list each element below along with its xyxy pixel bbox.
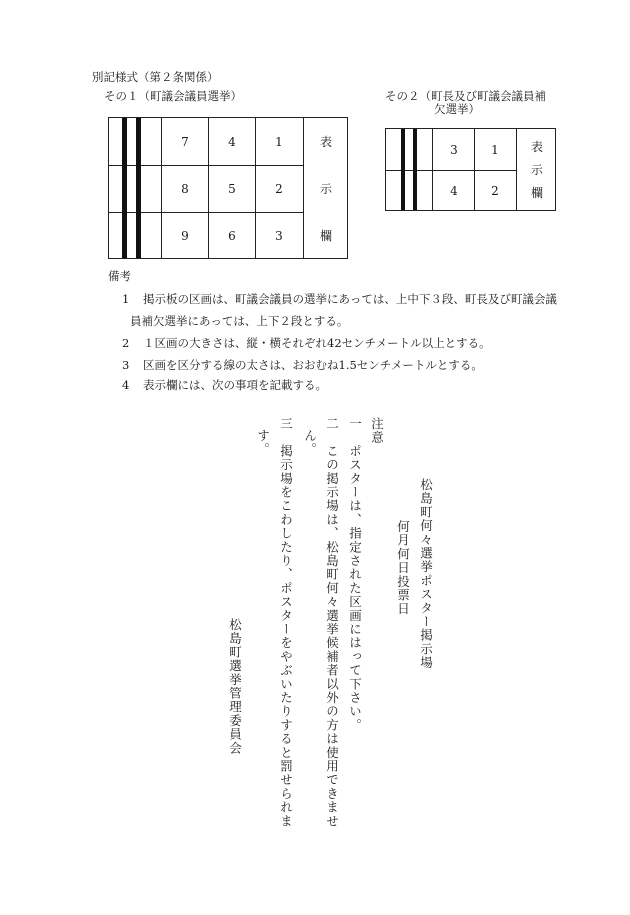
notice-item-3-continued: す。: [255, 429, 271, 457]
board1-thick-divider-line: [136, 118, 141, 258]
board2-display-label-char: 表: [530, 140, 544, 154]
board1-display-label-char: 表: [319, 135, 333, 149]
remark-text: １区画の大きさは、縦・横それぞれ42センチメートル以上とする。: [143, 336, 491, 350]
board1-left-divider: [109, 165, 161, 166]
part1-caption: その１（町議会議員選挙）: [104, 89, 242, 103]
notice-heading: 注意: [369, 417, 385, 445]
board1-cell-number: 3: [275, 229, 283, 243]
remark-number: 3: [122, 358, 130, 372]
notice-item-2-continued: ん。: [302, 429, 318, 457]
notice-item-1: 一 ポスターは、指定された区画にはって下さい。: [347, 417, 363, 733]
board1-cell-number: 9: [181, 229, 189, 243]
board2-display-label-char: 示: [530, 163, 544, 177]
board1-cell-number: 7: [181, 135, 189, 149]
part2-caption-line1: その２（町長及び町議会議員補: [385, 89, 546, 103]
remark-number: 1: [122, 292, 130, 306]
board1-cell-number: 8: [181, 182, 189, 196]
display-title: 松島町何々選挙ポスター掲示場: [418, 478, 434, 670]
part2-caption-line2: 欠選挙）: [434, 102, 480, 116]
board1-display-label-char: 欄: [319, 229, 333, 243]
notice-item-3: 三 掲示場をこわしたり、ポスターをやぶいたりすると罰せられま: [278, 417, 294, 828]
issuer-name: 松島町選挙管理委員会: [227, 618, 243, 755]
remark-text: 掲示板の区画は、町議会議員の選挙にあっては、上中下３段、町長及び町議会議: [143, 292, 557, 306]
board2-thick-divider-line: [401, 129, 405, 210]
board2-grid-line: [516, 129, 517, 210]
board2-cell-number: 2: [491, 184, 499, 198]
board1-grid-line: [303, 118, 304, 258]
board2-grid-line: [432, 170, 516, 171]
remark-text: 区画を区分する線の太さは、おおむね1.5センチメートルとする。: [143, 358, 483, 372]
remark-number: 2: [122, 336, 130, 350]
board2-cell-number: 4: [450, 184, 458, 198]
remark-text-continued: 員補欠選挙にあっては、上下２段とする。: [130, 314, 349, 328]
board1-grid-line: [161, 165, 303, 166]
board1-grid-line: [208, 118, 209, 258]
remark-text: 表示欄には、次の事項を記載する。: [143, 378, 327, 392]
board1-cell-number: 2: [275, 182, 283, 196]
board1-grid-line: [161, 212, 303, 213]
board1-cell-number: 1: [275, 135, 283, 149]
board2-cell-number: 3: [450, 143, 458, 157]
board1-left-divider: [109, 212, 161, 213]
board2-cell-number: 1: [491, 143, 499, 157]
notice-item-2: 二 この掲示場は、松島町何々選挙候補者以外の方は使用できませ: [324, 417, 340, 828]
remarks-heading: 備考: [108, 269, 131, 283]
board1-grid-line: [255, 118, 256, 258]
board2-left-divider: [386, 170, 432, 171]
board2-frame: [385, 128, 556, 211]
display-vote-date: 何月何日投票日: [395, 520, 411, 616]
board1-grid-line: [161, 118, 162, 258]
board2-display-label-char: 欄: [530, 186, 544, 200]
board1-display-label-char: 示: [319, 182, 333, 196]
board1-cell-number: 4: [228, 135, 236, 149]
remark-number: 4: [122, 378, 130, 392]
board1-cell-number: 6: [228, 229, 236, 243]
form-title: 別記様式（第２条関係）: [92, 70, 219, 84]
board1-cell-number: 5: [228, 182, 236, 196]
board1-thick-divider-line: [122, 118, 127, 258]
board1-frame: [108, 117, 348, 259]
board2-thick-divider-line: [413, 129, 417, 210]
